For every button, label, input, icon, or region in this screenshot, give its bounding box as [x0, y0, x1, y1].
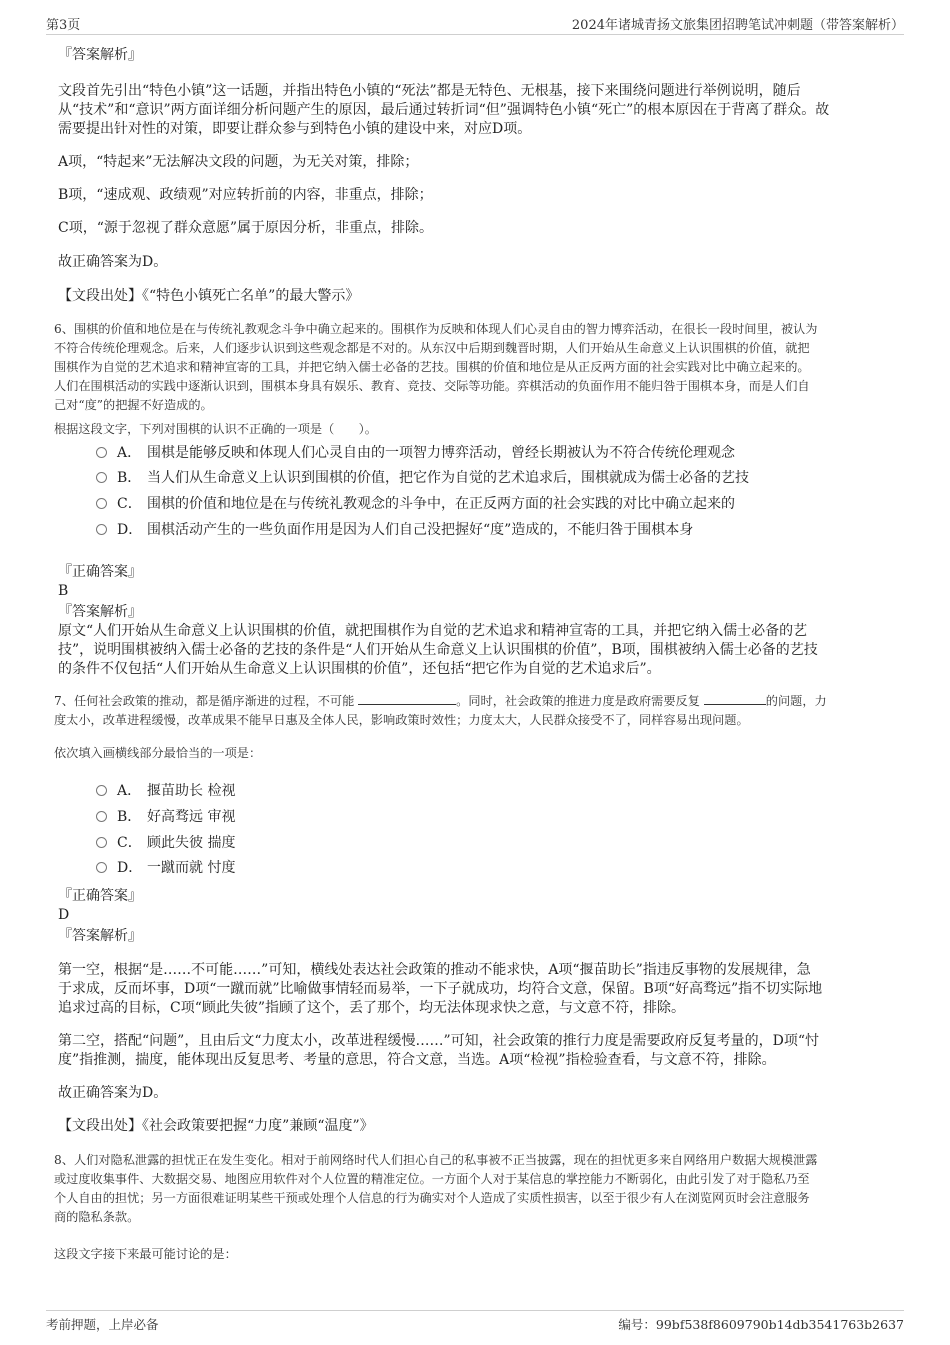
q6-stem-line-4: 人们在围棋活动的实践中逐渐认识到，围棋本身具有娱乐、教育、竞技、交际等功能。弈棋活动的负面作用不能归咎于围棋本身，而是人们自 — [54, 379, 810, 393]
blank-1 — [358, 692, 456, 705]
radio-icon[interactable] — [96, 862, 107, 873]
q6-option-b[interactable]: B． 当人们从生命意义上认识到围棋的价值，把它作为自觉的艺术追求后，围棋就成为儒士必备的艺技 — [96, 468, 749, 488]
radio-icon[interactable] — [96, 837, 107, 848]
q5-note-a: A项，“特起来”无法解决文段的问题，为无关对策，排除； — [58, 154, 419, 170]
q8-stem-line-4: 商的隐私条款。 — [54, 1210, 140, 1224]
radio-icon[interactable] — [96, 472, 107, 483]
q6-stem-line-1: 6、围棋的价值和地位是在与传统礼教观念斗争中确立起来的。围棋作为反映和体现人们心灵自由的智力博弈活动，在很长一段时间里，被认为 — [54, 322, 818, 336]
q5-analysis-line-3: 需要提出针对性的对策，即要让群众参与到特色小镇的建设中来，对应D项。 — [58, 121, 532, 137]
radio-icon[interactable] — [96, 524, 107, 535]
q8-prompt: 这段文字接下来最可能讨论的是： — [54, 1247, 237, 1261]
q6-analysis-line-1: 原文“人们开始从生命意义上认识围棋的价值，就把围棋作为自觉的艺术追求和精神宣寄的工具，并把它纳入儒士必备的艺 — [58, 623, 808, 639]
page-footer — [46, 1310, 904, 1335]
q7-answer: D — [58, 907, 70, 923]
q7-para1-line-2: 于求成，反而坏事，D项“一蹴而就”比喻做事情轻而易举，一下子就成功，均符合文意，保留。B项“好高骛远”指不切实际地 — [58, 981, 823, 997]
q7-stem-line-2: 度太小，改革进程缓慢，改革成果不能早日惠及全体人民，影响政策时效性；力度太大，人民群众接受不了，同样容易出现问题。 — [54, 713, 749, 727]
blank-2 — [704, 692, 766, 705]
q7-conclusion: 故正确答案为D。 — [58, 1085, 168, 1101]
q7-analysis-label: 『答案解析』 — [58, 928, 142, 944]
q6-prompt: 根据这段文字，下列对围棋的认识不正确的一项是（ ）。 — [54, 422, 377, 436]
q7-source: 【文段出处】《社会政策要把握“力度”兼顾“温度”》 — [58, 1118, 374, 1134]
q6-option-a[interactable]: A． 围棋是能够反映和体现人们心灵自由的一项智力博弈活动，曾经长期被认为不符合传统伦理观念 — [96, 443, 735, 463]
page-header — [46, 12, 904, 35]
q5-conclusion: 故正确答案为D。 — [58, 254, 168, 270]
q8-stem-line-1: 8、人们对隐私泄露的担忧正在发生变化。相对于前网络时代人们担心自己的私事被不正当披露，现在的担忧更多来自网络用户数据大规模泄露 — [54, 1153, 818, 1167]
q5-note-c: C项，“源于忽视了群众意愿”属于原因分析，非重点，排除。 — [58, 220, 434, 236]
q6-stem-line-5: 己对“度”的把握不好造成的。 — [54, 398, 213, 412]
q6-answer: B — [58, 583, 69, 599]
radio-icon[interactable] — [96, 447, 107, 458]
q7-prompt: 依次填入画横线部分最恰当的一项是： — [54, 746, 262, 760]
footer-doc-id: 编号：99bf538f8609790b14db3541763b2637 — [618, 1317, 904, 1332]
q7-option-c[interactable]: C． 顾此失彼 揣度 — [96, 833, 235, 853]
q7-stem-line-1: 7、任何社会政策的推动，都是循序渐进的过程，不可能 。同时，社会政策的推进力度是政府需要反复 的问题，力 — [54, 694, 827, 708]
q6-option-d[interactable]: D． 围棋活动产生的一些负面作用是因为人们自己没把握好“度”造成的，不能归咎于围棋本身 — [96, 520, 693, 540]
q7-para2-line-1: 第二空，搭配“问题”，且由后文“力度太小，改革进程缓慢……”可知，社会政策的推行力度是需要政府反复考量的，D项“忖 — [58, 1033, 820, 1049]
q6-analysis-label: 『答案解析』 — [58, 604, 142, 620]
q6-analysis-line-3: 的条件不仅包括“人们开始从生命意义上认识围棋的价值”，还包括“把它作为自觉的艺术追求后”。 — [58, 661, 661, 677]
q7-answer-label: 『正确答案』 — [58, 888, 142, 904]
q8-stem-line-3: 个人自由的担忧；另一方面很难证明某些干预或处理个人信息的行为确实对个人造成了实质性损害，以至于很少有人在浏览网页时会注意服务 — [54, 1191, 810, 1205]
q5-analysis-label: 『答案解析』 — [58, 47, 142, 63]
q6-answer-label: 『正确答案』 — [58, 564, 142, 580]
q6-option-c[interactable]: C． 围棋的价值和地位是在与传统礼教观念的斗争中，在正反两方面的社会实践的对比中确立起来的 — [96, 494, 735, 514]
radio-icon[interactable] — [96, 785, 107, 796]
page-number: 第3页 — [46, 18, 81, 33]
q7-para2-line-2: 度”指推测，揣度，能体现出反复思考、考量的意思，符合文意，当选。A项“检视”指检验查看，与文意不符，排除。 — [58, 1052, 776, 1068]
q5-analysis-line-1: 文段首先引出“特色小镇”这一话题，并指出特色小镇的“死法”都是无特色、无根基，接下来围绕问题进行举例说明，随后 — [58, 83, 801, 99]
q7-option-a[interactable]: A． 揠苗助长 检视 — [96, 781, 235, 801]
q5-note-b: B项，“速成观、政绩观”对应转折前的内容，非重点，排除； — [58, 187, 433, 203]
footer-slogan: 考前押题，上岸必备 — [46, 1317, 159, 1332]
q7-para1-line-1: 第一空，根据“是……不可能……”可知，横线处表达社会政策的推动不能求快，A项“揠苗助长”指违反事物的发展规律，急 — [58, 962, 811, 978]
q7-option-b[interactable]: B． 好高骛远 审视 — [96, 807, 235, 827]
q7-option-d[interactable]: D． 一蹴而就 忖度 — [96, 858, 235, 878]
q6-analysis-line-2: 技”，说明围棋被纳入儒士必备的艺技的条件是“人们开始从生命意义上认识围棋的价值”，B项，围棋被纳入儒士必备的艺技 — [58, 642, 818, 658]
q8-stem-line-2: 或过度收集事件、大数据交易、地图应用软件对个人位置的精准定位。一方面个人对于某信息的掌控能力不断弱化，由此引发了对于隐私乃至 — [54, 1172, 810, 1186]
radio-icon[interactable] — [96, 811, 107, 822]
q6-stem-line-3: 围棋作为自觉的艺术追求和精神宣寄的工具，并把它纳入儒士必备的艺技。围棋的价值和地位是从正反两方面的社会实践对比中确立起来的。 — [54, 360, 810, 374]
q7-para1-line-3: 追求过高的目标，C项“顾此失彼”指顾了这个，丢了那个，均无法体现求快之意，与文意不符，排除。 — [58, 1000, 686, 1016]
q5-analysis-line-2: 从“技术”和“意识”两方面详细分析问题产生的原因，最后通过转折词“但”强调特色小镇“死亡”的根本原因在于背离了群众。故 — [58, 102, 830, 118]
q6-stem-line-2: 不符合传统伦理观念。后来，人们逐步认识到这些观念都是不对的。从东汉中后期到魏晋时期，人们开始从生命意义上认识围棋的价值，就把 — [54, 341, 810, 355]
radio-icon[interactable] — [96, 498, 107, 509]
q5-source: 【文段出处】《“特色小镇死亡名单”的最大警示》 — [58, 288, 360, 304]
document-title: 2024年诸城青扬文旅集团招聘笔试冲刺题（带答案解析） — [571, 18, 904, 33]
